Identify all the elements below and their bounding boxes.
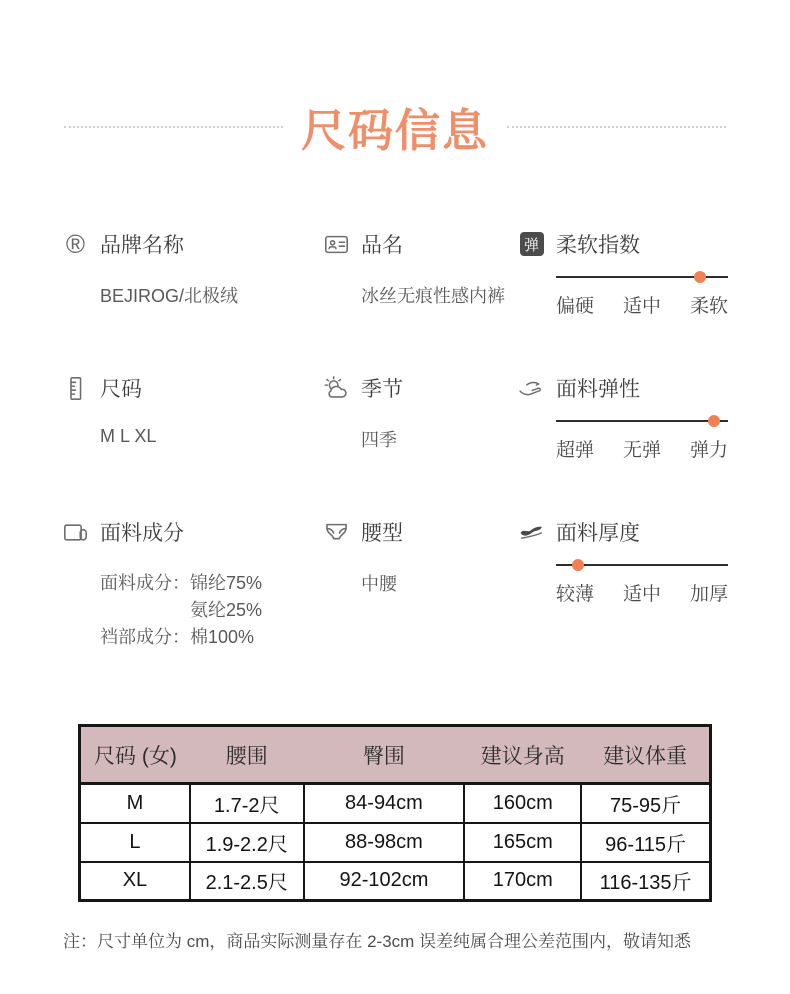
attr-season <box>323 373 518 452</box>
attr-waist-type-label: 腰型 <box>361 522 403 545</box>
title-divider-right <box>507 126 726 128</box>
table-cell: 1.9-2.2尺 <box>190 823 304 862</box>
ruler-icon <box>62 375 89 402</box>
briefs-icon <box>323 519 350 546</box>
table-cell: 160cm <box>464 784 581 823</box>
attr-softness-label: 柔软指数 <box>556 234 640 257</box>
attr-softness <box>518 229 728 318</box>
attr-size-label: 尺码 <box>100 378 142 401</box>
measurement-note: 注：尺寸单位为 cm，商品实际测量存在 2-3cm 误差纯属合理公差范围内，敬请知悉 <box>63 932 692 951</box>
composition-line: 面料成分：锦纶75% <box>100 573 263 593</box>
table-cell: 96-115斤 <box>581 823 710 862</box>
softness-scale-mid: 适中 <box>622 296 661 317</box>
attr-season-value: 四季 <box>361 430 397 450</box>
col-header-waist: 腰围 <box>190 726 304 784</box>
attr-thickness-label: 面料厚度 <box>556 522 640 545</box>
softness-scale-high: 柔软 <box>689 296 728 317</box>
title-divider-left <box>64 126 283 128</box>
softness-scale-low: 偏硬 <box>556 296 595 317</box>
fabric-wave-icon <box>518 519 545 546</box>
table-cell: 84-94cm <box>304 784 465 823</box>
col-header-height: 建议身高 <box>464 726 581 784</box>
size-table <box>78 724 712 902</box>
table-row <box>80 784 711 823</box>
attr-thickness <box>518 517 728 606</box>
hand-icon <box>518 375 545 402</box>
elasticity-slider-dot <box>708 415 720 427</box>
fabric-roll-icon <box>62 519 89 546</box>
size-table-header-row <box>80 726 711 784</box>
thickness-scale-low: 较薄 <box>556 584 595 605</box>
table-cell: 116-135斤 <box>581 862 710 901</box>
attr-composition-label: 面料成分 <box>100 522 184 545</box>
attr-season-label: 季节 <box>361 378 403 401</box>
table-cell: 165cm <box>464 823 581 862</box>
table-cell: 92-102cm <box>304 862 465 901</box>
elastic-badge-icon: 弹 <box>518 231 545 258</box>
table-cell: M <box>80 784 190 823</box>
attr-brand-label: 品牌名称 <box>100 234 184 257</box>
thickness-scale-mid: 适中 <box>622 584 661 605</box>
page-title: 尺码信息 <box>301 105 490 156</box>
id-card-icon <box>323 231 350 258</box>
elasticity-scale-high: 弹力 <box>689 440 728 461</box>
table-cell: 2.1-2.5尺 <box>190 862 304 901</box>
attr-waist-type-value: 中腰 <box>361 574 397 594</box>
attr-elasticity <box>518 373 728 462</box>
table-cell: 1.7-2尺 <box>190 784 304 823</box>
attr-brand-value: BEJIROG/北极绒 <box>100 286 239 306</box>
elasticity-scale-mid: 无弹 <box>622 440 661 461</box>
table-cell: 170cm <box>464 862 581 901</box>
col-header-size: 尺码 (女) <box>80 726 190 784</box>
attr-product-name-value: 冰丝无痕性感内裤 <box>361 286 505 306</box>
table-cell: 75-95斤 <box>581 784 710 823</box>
sun-cloud-icon <box>323 375 350 402</box>
table-cell: XL <box>80 862 190 901</box>
table-row <box>80 862 711 901</box>
title-bar <box>0 94 790 159</box>
softness-slider <box>556 276 728 318</box>
attr-size-value: M L XL <box>100 426 157 446</box>
table-cell: 88-98cm <box>304 823 465 862</box>
composition-line: 裆部成分：棉100% <box>100 627 255 647</box>
elasticity-slider <box>556 420 728 462</box>
table-row <box>80 823 711 862</box>
softness-slider-dot <box>694 271 706 283</box>
attr-size <box>62 373 307 447</box>
attr-product-name-label: 品名 <box>361 234 403 257</box>
col-header-weight: 建议体重 <box>581 726 710 784</box>
thickness-slider <box>556 564 728 606</box>
col-header-hip: 臀围 <box>304 726 465 784</box>
attr-product-name <box>323 229 518 308</box>
thickness-scale-high: 加厚 <box>689 584 728 605</box>
elasticity-scale-low: 超弹 <box>556 440 595 461</box>
attr-waist-type <box>323 517 518 596</box>
attr-brand <box>62 229 307 308</box>
attr-composition <box>62 517 317 651</box>
registered-icon: ® <box>65 229 86 259</box>
attr-elasticity-label: 面料弹性 <box>556 378 640 401</box>
table-cell: L <box>80 823 190 862</box>
thickness-slider-dot <box>572 559 584 571</box>
composition-line: 氨纶25% <box>190 600 263 620</box>
